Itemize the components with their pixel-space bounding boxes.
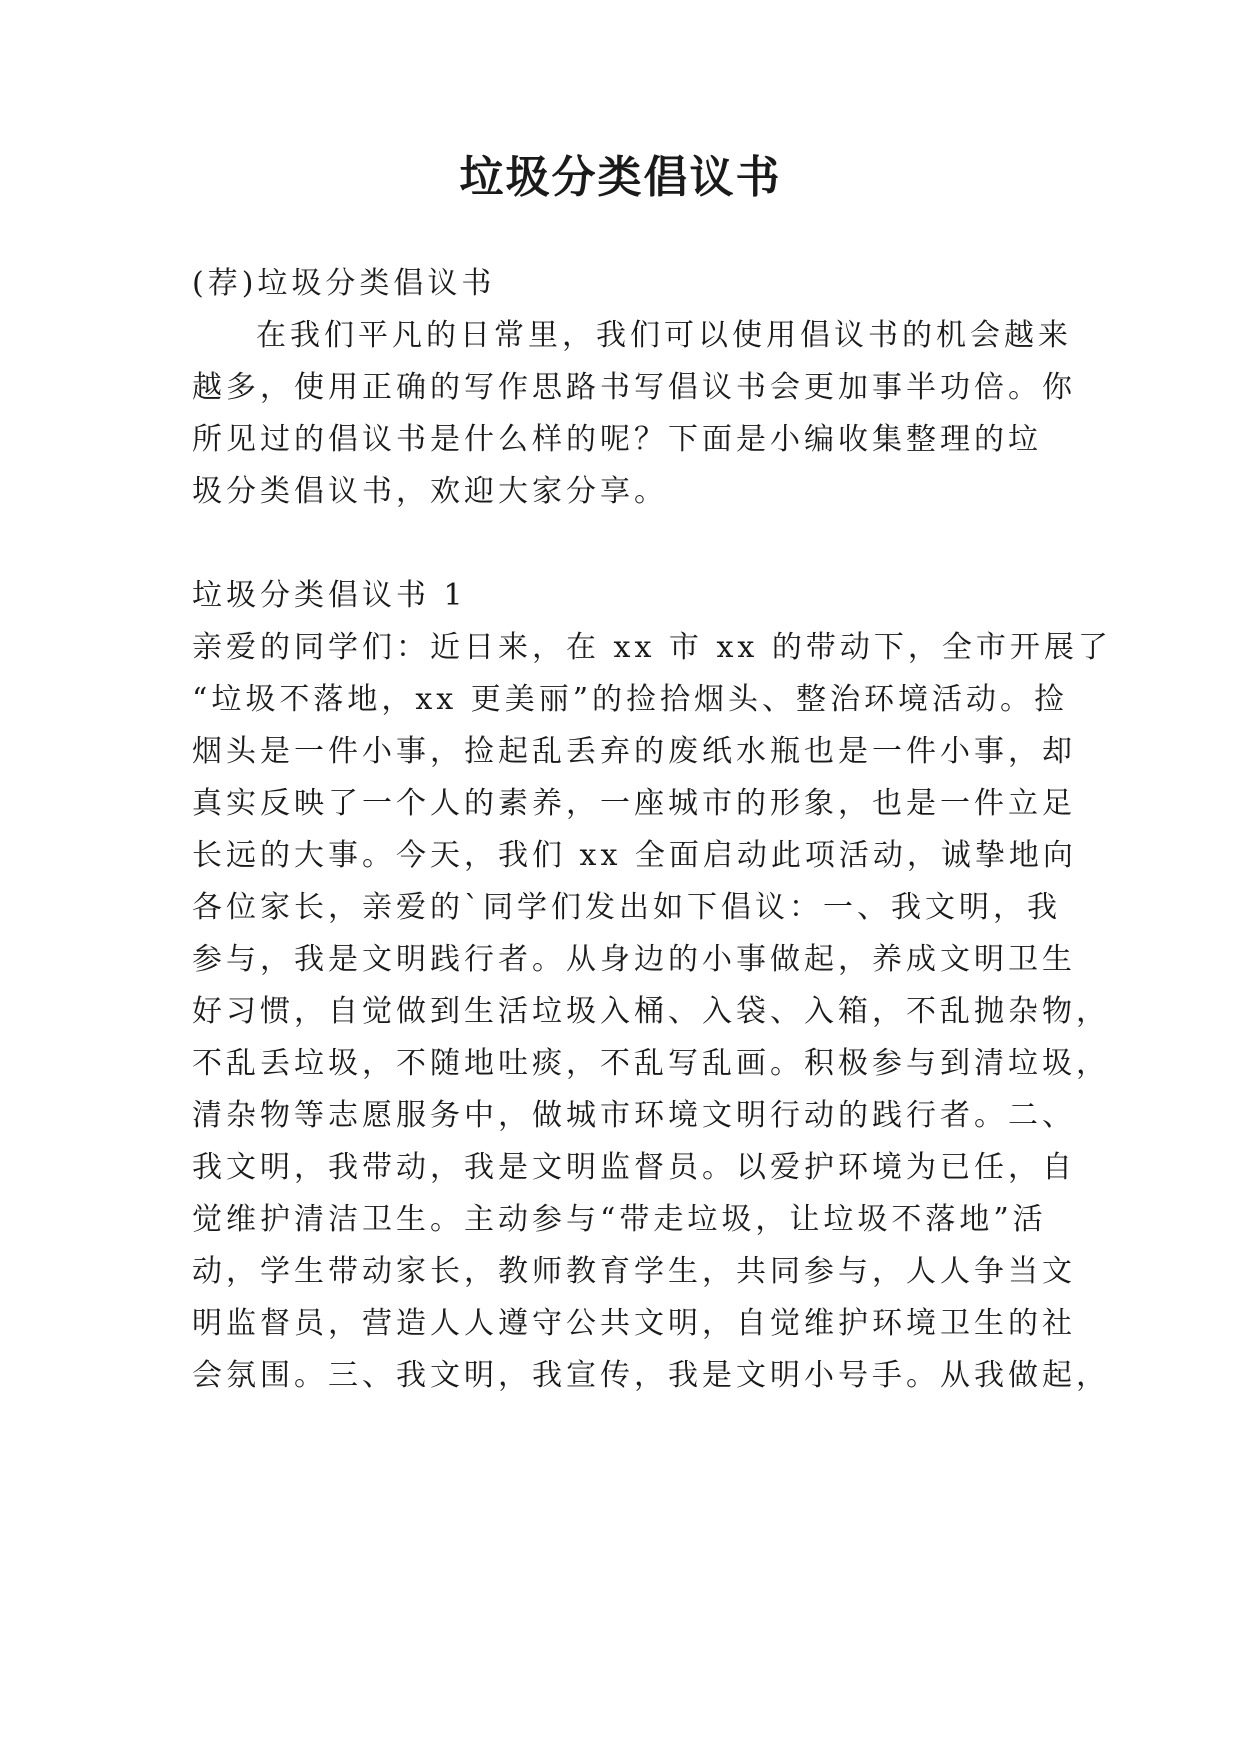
body-line: 亲爱的同学们：近日来，在 xx 市 xx 的带动下，全市开展了 [192,630,1112,665]
body-line: 各位家长，亲爱的`同学们发出如下倡议：一、我文明，我 [192,890,1061,925]
body-line: 烟头是一件小事，捡起乱丢弃的废纸水瓶也是一件小事，却 [192,734,1076,769]
body-line: 长远的大事。今天，我们 xx 全面启动此项活动，诚挚地向 [192,838,1077,873]
body-line: 不乱丢垃圾，不随地吐痰，不乱写乱画。积极参与到清垃圾， [192,1046,1110,1081]
body-line: 真实反映了一个人的素养，一座城市的形象，也是一件立足 [192,786,1076,821]
body-line: 动，学生带动家长，教师教育学生，共同参与，人人争当文 [192,1254,1076,1289]
body-line: 好习惯，自觉做到生活垃圾入桶、入袋、入箱，不乱抛杂物， [192,994,1110,1029]
document-subtitle: (荐)垃圾分类倡议书 [192,266,496,301]
intro-line: 越多，使用正确的写作思路书写倡议书会更加事半功倍。你 [192,370,1076,405]
body-line: 明监督员，营造人人遵守公共文明，自觉维护环境卫生的社 [192,1306,1076,1341]
body-line: 会氛围。三、我文明，我宣传，我是文明小号手。从我做起， [192,1358,1110,1393]
body-line: “垃圾不落地，xx 更美丽”的捡拾烟头、整治环境活动。捡 [192,682,1069,717]
intro-line: 在我们平凡的日常里，我们可以使用倡议书的机会越来 [256,318,1072,353]
body-line: 清杂物等志愿服务中，做城市环境文明行动的践行者。二、 [192,1098,1076,1133]
body-line: 我文明，我带动，我是文明监督员。以爱护环境为已任，自 [192,1150,1076,1185]
intro-line: 圾分类倡议书，欢迎大家分享。 [192,474,668,509]
intro-line: 所见过的倡议书是什么样的呢？下面是小编收集整理的垃 [192,422,1042,457]
body-line: 参与，我是文明践行者。从身边的小事做起，养成文明卫生 [192,942,1076,977]
document-title: 垃圾分类倡议书 [459,152,782,203]
body-line: 觉维护清洁卫生。主动参与“带走垃圾，让垃圾不落地”活 [192,1202,1047,1237]
section-heading: 垃圾分类倡议书 1 [192,578,467,613]
